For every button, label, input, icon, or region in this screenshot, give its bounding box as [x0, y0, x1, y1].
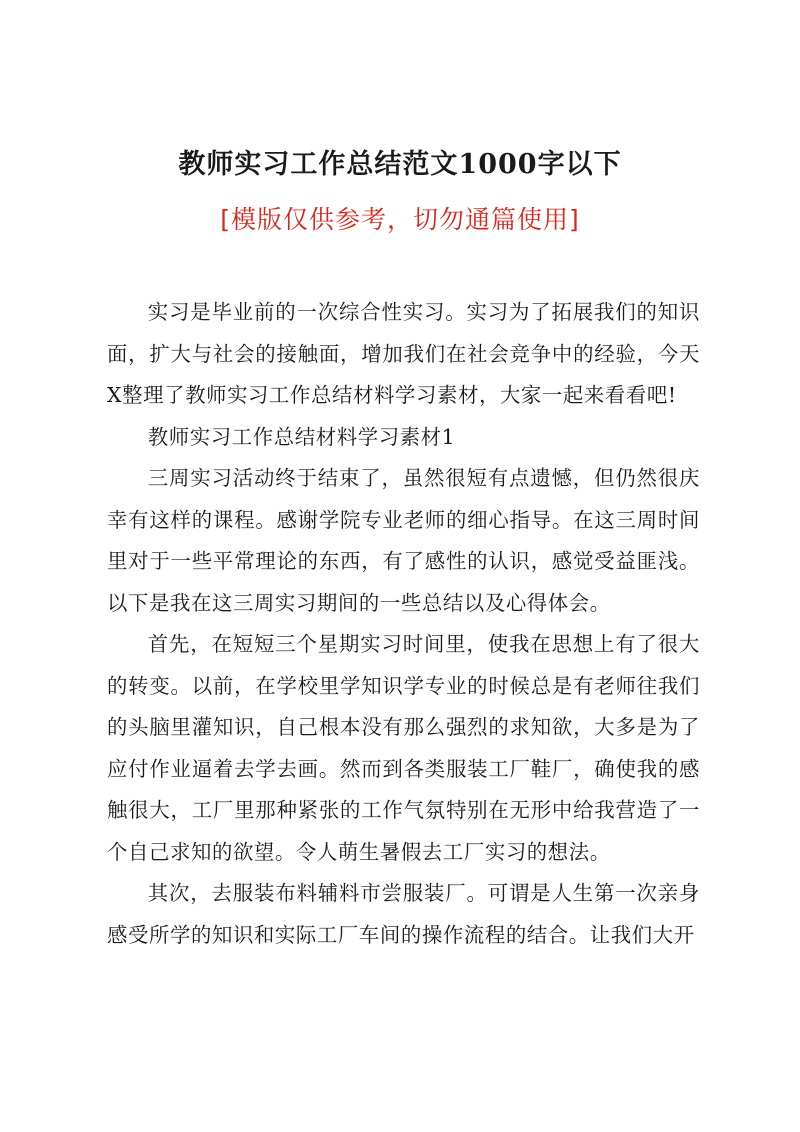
body-paragraph: 其次，去服装布料辅料市尝服装厂。可谓是人生第一次亲身感受所学的知识和实际工厂车间的操作流程的结合。让我们大开 [107, 881, 700, 947]
template-disclaimer: [模版仅供参考，切勿通篇使用] [220, 205, 580, 234]
section-heading: 教师实习工作总结材料学习素材1 [147, 424, 456, 449]
body-paragraph: 首先，在短短三个星期实习时间里，使我在思想上有了很大的转变。以前，在学校里学知识学专业的时候总是有老师往我们的头脑里灌知识，自己根本没有那么强烈的求知欲，大多是为了应付作业逼着去学去画。然而到各类服装工厂鞋厂，确使我的感触很大，工厂里那种紧张的工作气氛特别在无形中给我营造了一个自己求知的欲望。令人萌生暑假去工厂实习的想法。 [107, 632, 700, 864]
body-paragraph: 三周实习活动终于结束了，虽然很短有点遗憾，但仍然很庆幸有这样的课程。感谢学院专业老师的细心指导。在这三周时间里对于一些平常理论的东西，有了感性的认识，感觉受益匪浅。以下是我在这三周实习期间的一些总结以及心得体会。 [107, 466, 700, 615]
intro-paragraph: 实习是毕业前的一次综合性实习。实习为了拓展我们的知识面，扩大与社会的接触面，增加我们在社会竞争中的经验，今天X整理了教师实习工作总结材料学习素材，大家一起来看看吧! [107, 300, 700, 407]
document-title: 教师实习工作总结范文1000字以下 [178, 149, 622, 180]
document-body [107, 292, 700, 956]
